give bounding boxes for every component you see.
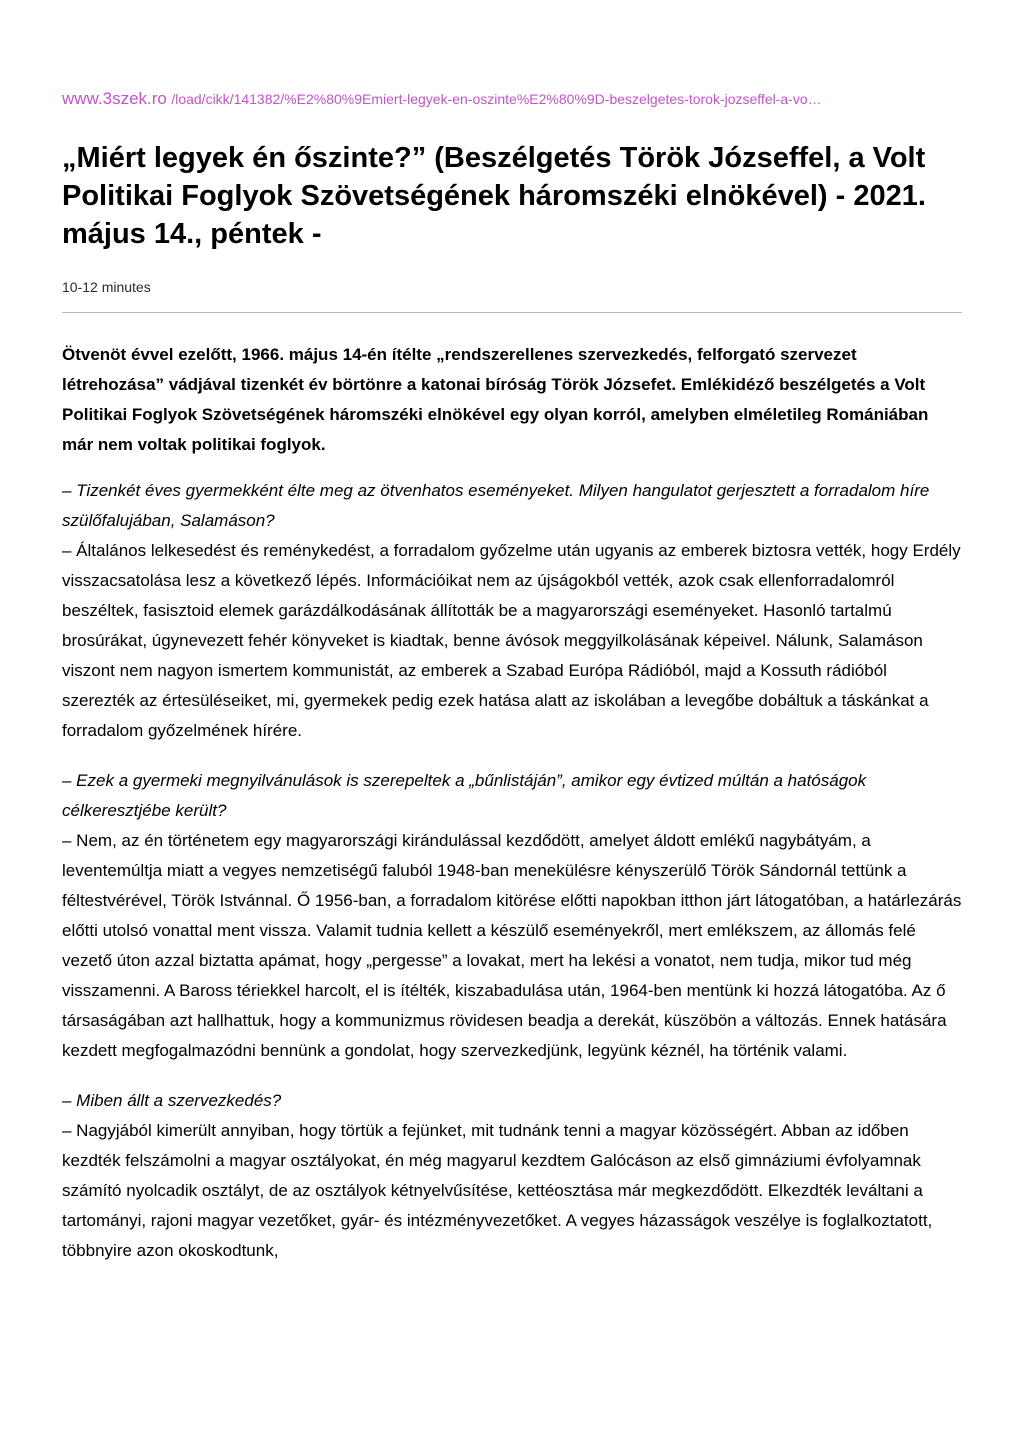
reading-time: 10-12 minutes [62, 279, 151, 295]
interview-question: – Tizenkét éves gyermekként élte meg az ötvenhatos eseményeket. Milyen hangulatot gerjesztett a forradalom híre szülőfalujában, Salamáson? [62, 481, 930, 530]
divider [62, 312, 962, 313]
lead-paragraph: Ötvenöt évvel ezelőtt, 1966. május 14-én ítélte „rendszerellenes szervezkedés, felforgató szervezet létrehozása” vádjával tizenkét év börtönre a katonai bíróság Török Józsefet. Emlékidéző beszélgetés a Volt Politikai Foglyok Szövetségének háromszéki elnökével egy olyan korról, amelyben elméletileg Romániában már nem voltak politikai foglyok. [62, 345, 929, 454]
interview-question: – Miben állt a szervezkedés? [62, 1091, 282, 1110]
interview-answer: – Nem, az én történetem egy magyarországi kirándulással kezdődött, amelyet áldott emlékű nagybátyám, a leventemúltja miatt a vegyes nemzetiségű faluból 1948-ban menekülésre kényszerülő Török Sándornál tettünk a féltestvérével, Török Istvánnal. Ő 1956-ban, a forradalom kitörése előtti napokban itthon járt látogatóban, a határlezárás előtti utolsó vonattal ment vissza. Valamit tudnia kellett a készülő eseményekről, mert emlékszem, az állomás felé vezető úton azzal biztatta apámat, hogy „pergesse” a lovakat, mert ha lekési a vonatot, nem tudja, mikor tud még visszamenni. A Baross tériekkel harcolt, el is ítélték, kiszabadulása után, 1964-ben mentünk ki hozzá látogatóba. Az ő társaságában azt hallhattuk, hogy a kommunizmus rövidesen beadja a derekát, küszöbön a változás. Ennek hatására kezdett megfogalmazódni bennünk a gondolat, hogy szervezkedjünk, legyünk kéznél, ha történik valami. [62, 831, 962, 1060]
source-url-link[interactable] [62, 88, 962, 111]
article-title: „Miért legyek én őszinte?” (Beszélgetés Török Józseffel, a Volt Politikai Foglyok Szövetségének háromszéki elnökével) - 2021. május 14., péntek - [62, 142, 926, 250]
article-body [62, 340, 962, 1266]
source-url-path: /load/cikk/141382/%E2%80%9Emiert-legyek-en-oszinte%E2%80%9D-beszelgetes-torok-jozseffel-a-vo… [171, 91, 822, 107]
interview-answer: – Általános lelkesedést és reménykedést, a forradalom győzelme után ugyanis az emberek biztosra vették, hogy Erdély visszacsatolása lesz a következő lépés. Információikat nem az újságokból vették, azok csak ellenforradalomról beszéltek, fasisztoid elemek garázdálkodásának állították be a magyarországi eseményeket. Hasonló tartalmú brosúrákat, úgynevezett fehér könyveket is kiadtak, benne ávósok meggyilkolásának képeivel. Nálunk, Salamáson viszont nem nagyon ismertem kommunistát, az emberek a Szabad Európa Rádióból, majd a Kossuth rádióból szerezték az értesüléseiket, mi, gyermekek pedig ezek hatása alatt az iskolában a levegőbe dobáltuk a táskánkat a forradalom győzelmének hírére. [62, 541, 961, 740]
interview-question: – Ezek a gyermeki megnyilvánulások is szerepeltek a „bűnlistáján”, amikor egy évtized múltán a hatóságok célkeresztjébe került? [62, 771, 867, 820]
interview-answer: – Nagyjából kimerült annyiban, hogy törtük a fejünket, mit tudnánk tenni a magyar közösségért. Abban az időben kezdték felszámolni a magyar osztályokat, én még magyarul kezdtem Galócáson az első gimnáziumi évfolyamnak számító nyolcadik osztályt, de az osztályok kétnyelvűsítése, kettéosztása már megkezdődött. Elkezdték leváltani a tartományi, rajoni magyar vezetőket, gyár- és intézményvezetőket. A vegyes házasságok veszélye is foglalkoztatott, többnyire azon okoskodtunk, [62, 1121, 933, 1260]
source-url-domain: www.3szek.ro [62, 89, 167, 108]
